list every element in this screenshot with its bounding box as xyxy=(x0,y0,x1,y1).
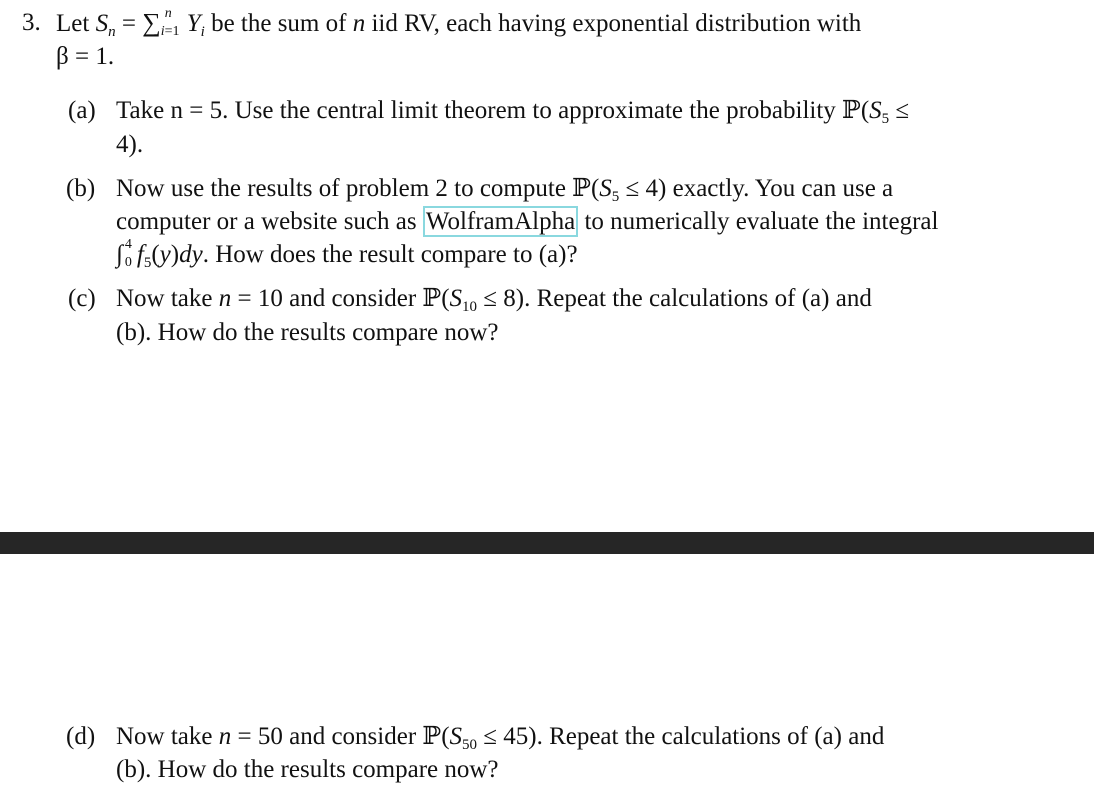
part-a-line-2: 4). xyxy=(116,131,144,158)
part-b-label: (b) xyxy=(66,175,96,202)
page-divider xyxy=(0,532,1094,554)
part-d-line-2: (b). How do the results compare now? xyxy=(116,756,499,783)
part-b-line-1: Now use the results of problem 2 to compute $ℙ(S_5 \le 4)$ exactly. You can use a xyxy=(116,175,894,205)
part-d-label: (d) xyxy=(66,723,96,750)
part-b-line-2: computer or a website such as WolframAlpha to numerically evaluate the integral xyxy=(116,208,939,235)
wolframalpha-link[interactable]: WolframAlpha xyxy=(423,206,578,237)
problem-intro-line-2: β = 1. xyxy=(56,43,115,70)
part-a-line-1: Take n = 5. Use the central limit theorem to approximate the probability $ℙ(S_5$ ≤ xyxy=(116,97,910,127)
part-c-label: (c) xyxy=(68,285,96,312)
part-b-line-3: ∫ 4 0 $f_5(y)dy$. How does the result compare to (a)? xyxy=(116,237,578,271)
problem-number: 3. xyxy=(22,9,41,36)
part-c-line-2: (b). How do the results compare now? xyxy=(116,319,499,346)
problem-intro-line-1: Let $S_n$ = ∑ n i=1 $Y_i$ be the sum of n iid RV, each having exponential distribution with xyxy=(56,6,862,40)
part-a-label: (a) xyxy=(68,97,96,124)
part-c-line-1: Now take n = 10 and consider $ℙ(S_{10} \le 8)$. Repeat the calculations of (a) and xyxy=(116,285,872,315)
part-d-line-1: Now take n = 50 and consider $ℙ(S_{50} \le 45)$. Repeat the calculations of (a) and xyxy=(116,723,885,753)
